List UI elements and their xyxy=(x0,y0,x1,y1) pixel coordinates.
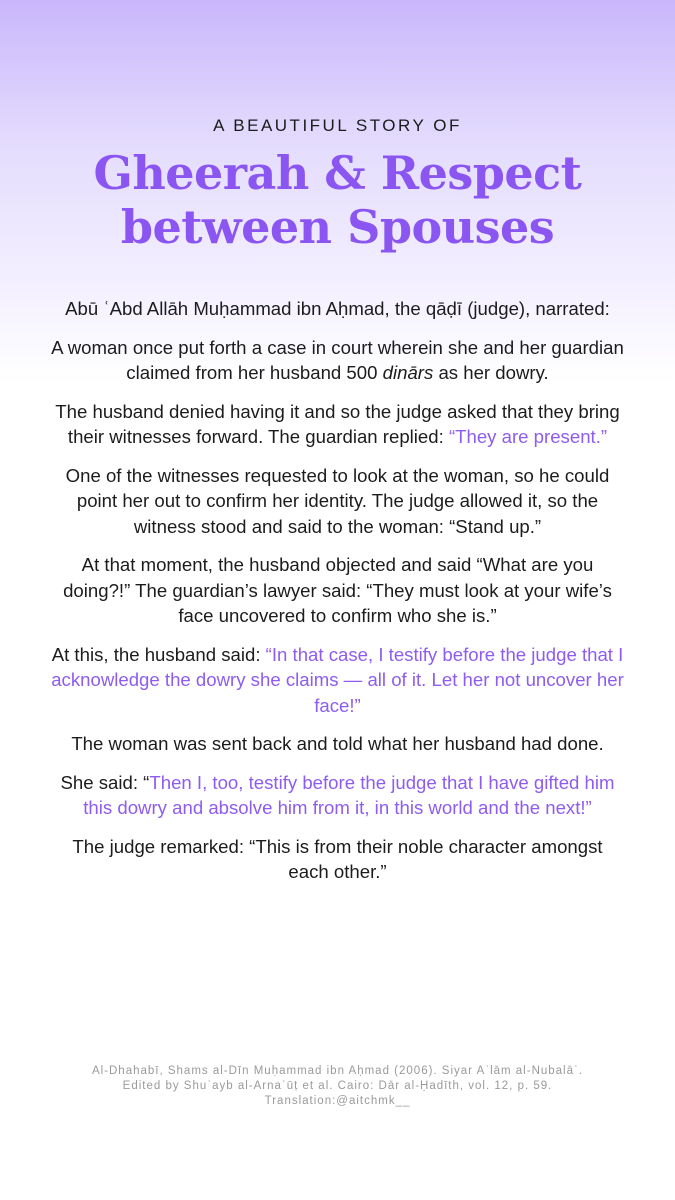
husband-quote: “In that case, I testify before the judge that I acknowledge the dowry she claims — all of it. Let her not uncover her face!” xyxy=(51,643,624,716)
paragraph-witness: One of the witnesses requested to look at the woman, so he could point her out to confirm her identity. The judge allowed it, so the witness stood and said to the woman: “Stand up.” xyxy=(65,464,610,537)
page-title xyxy=(0,146,675,254)
paragraph-case-text-b: as her dowry. xyxy=(433,362,549,383)
paragraph-denial-text: The husband denied having it and so the judge asked that they bring their witnesses forward. The guardian replied: xyxy=(55,400,620,447)
reference-line-1: Al-Dhahabī, Shams al-Dīn Muḥammad ibn Aḥmad (2006). Siyar Aʿlām al-Nubalāʾ. xyxy=(91,1065,584,1077)
paragraph-narrator: Abū ʿAbd Allāh Muḥammad ibn Aḥmad, the qāḍī (judge), narrated: xyxy=(65,298,610,319)
reference-citation xyxy=(30,1064,645,1109)
paragraph-case-text-a: A woman once put forth a case in court wherein she and her guardian claimed from her husband 500 xyxy=(51,336,624,383)
paragraph-denial xyxy=(50,399,625,450)
kicker-text: A BEAUTIFUL STORY OF xyxy=(213,116,462,135)
guardian-quote: “They are present.” xyxy=(448,426,608,447)
paragraph-husband-text: At this, the husband said: xyxy=(51,643,266,665)
paragraph-wife-text: She said: “ xyxy=(60,771,150,793)
paragraph-wife xyxy=(50,770,625,821)
reference-line-2: Edited by Shuʿayb al-Arnaʾūṭ et al. Cairo: Dār al-Ḥadīth, vol. 12, p. 59. xyxy=(122,1080,553,1092)
wife-quote: Then I, too, testify before the judge that I have gifted him this dowry and absolve him from it, in this world and the next!” xyxy=(83,771,615,818)
paragraph-case xyxy=(50,335,625,386)
dinars-term: dinārs xyxy=(382,362,434,383)
paragraph-sent-back: The woman was sent back and told what her husband had done. xyxy=(71,733,604,754)
paragraph-husband xyxy=(50,642,625,719)
title-line-1: Gheerah & Respect xyxy=(93,146,582,200)
story-body xyxy=(50,296,625,898)
paragraph-judge: The judge remarked: “This is from their noble character amongst each other.” xyxy=(72,835,603,882)
title-line-2: between Spouses xyxy=(120,200,555,254)
paragraph-objection: At that moment, the husband objected and said “What are you doing?!” The guardian’s lawyer said: “They must look at your wife’s face uncovered to confirm who she is.” xyxy=(63,554,612,626)
translation-credit: Translation:@aitchmk__ xyxy=(264,1095,411,1107)
